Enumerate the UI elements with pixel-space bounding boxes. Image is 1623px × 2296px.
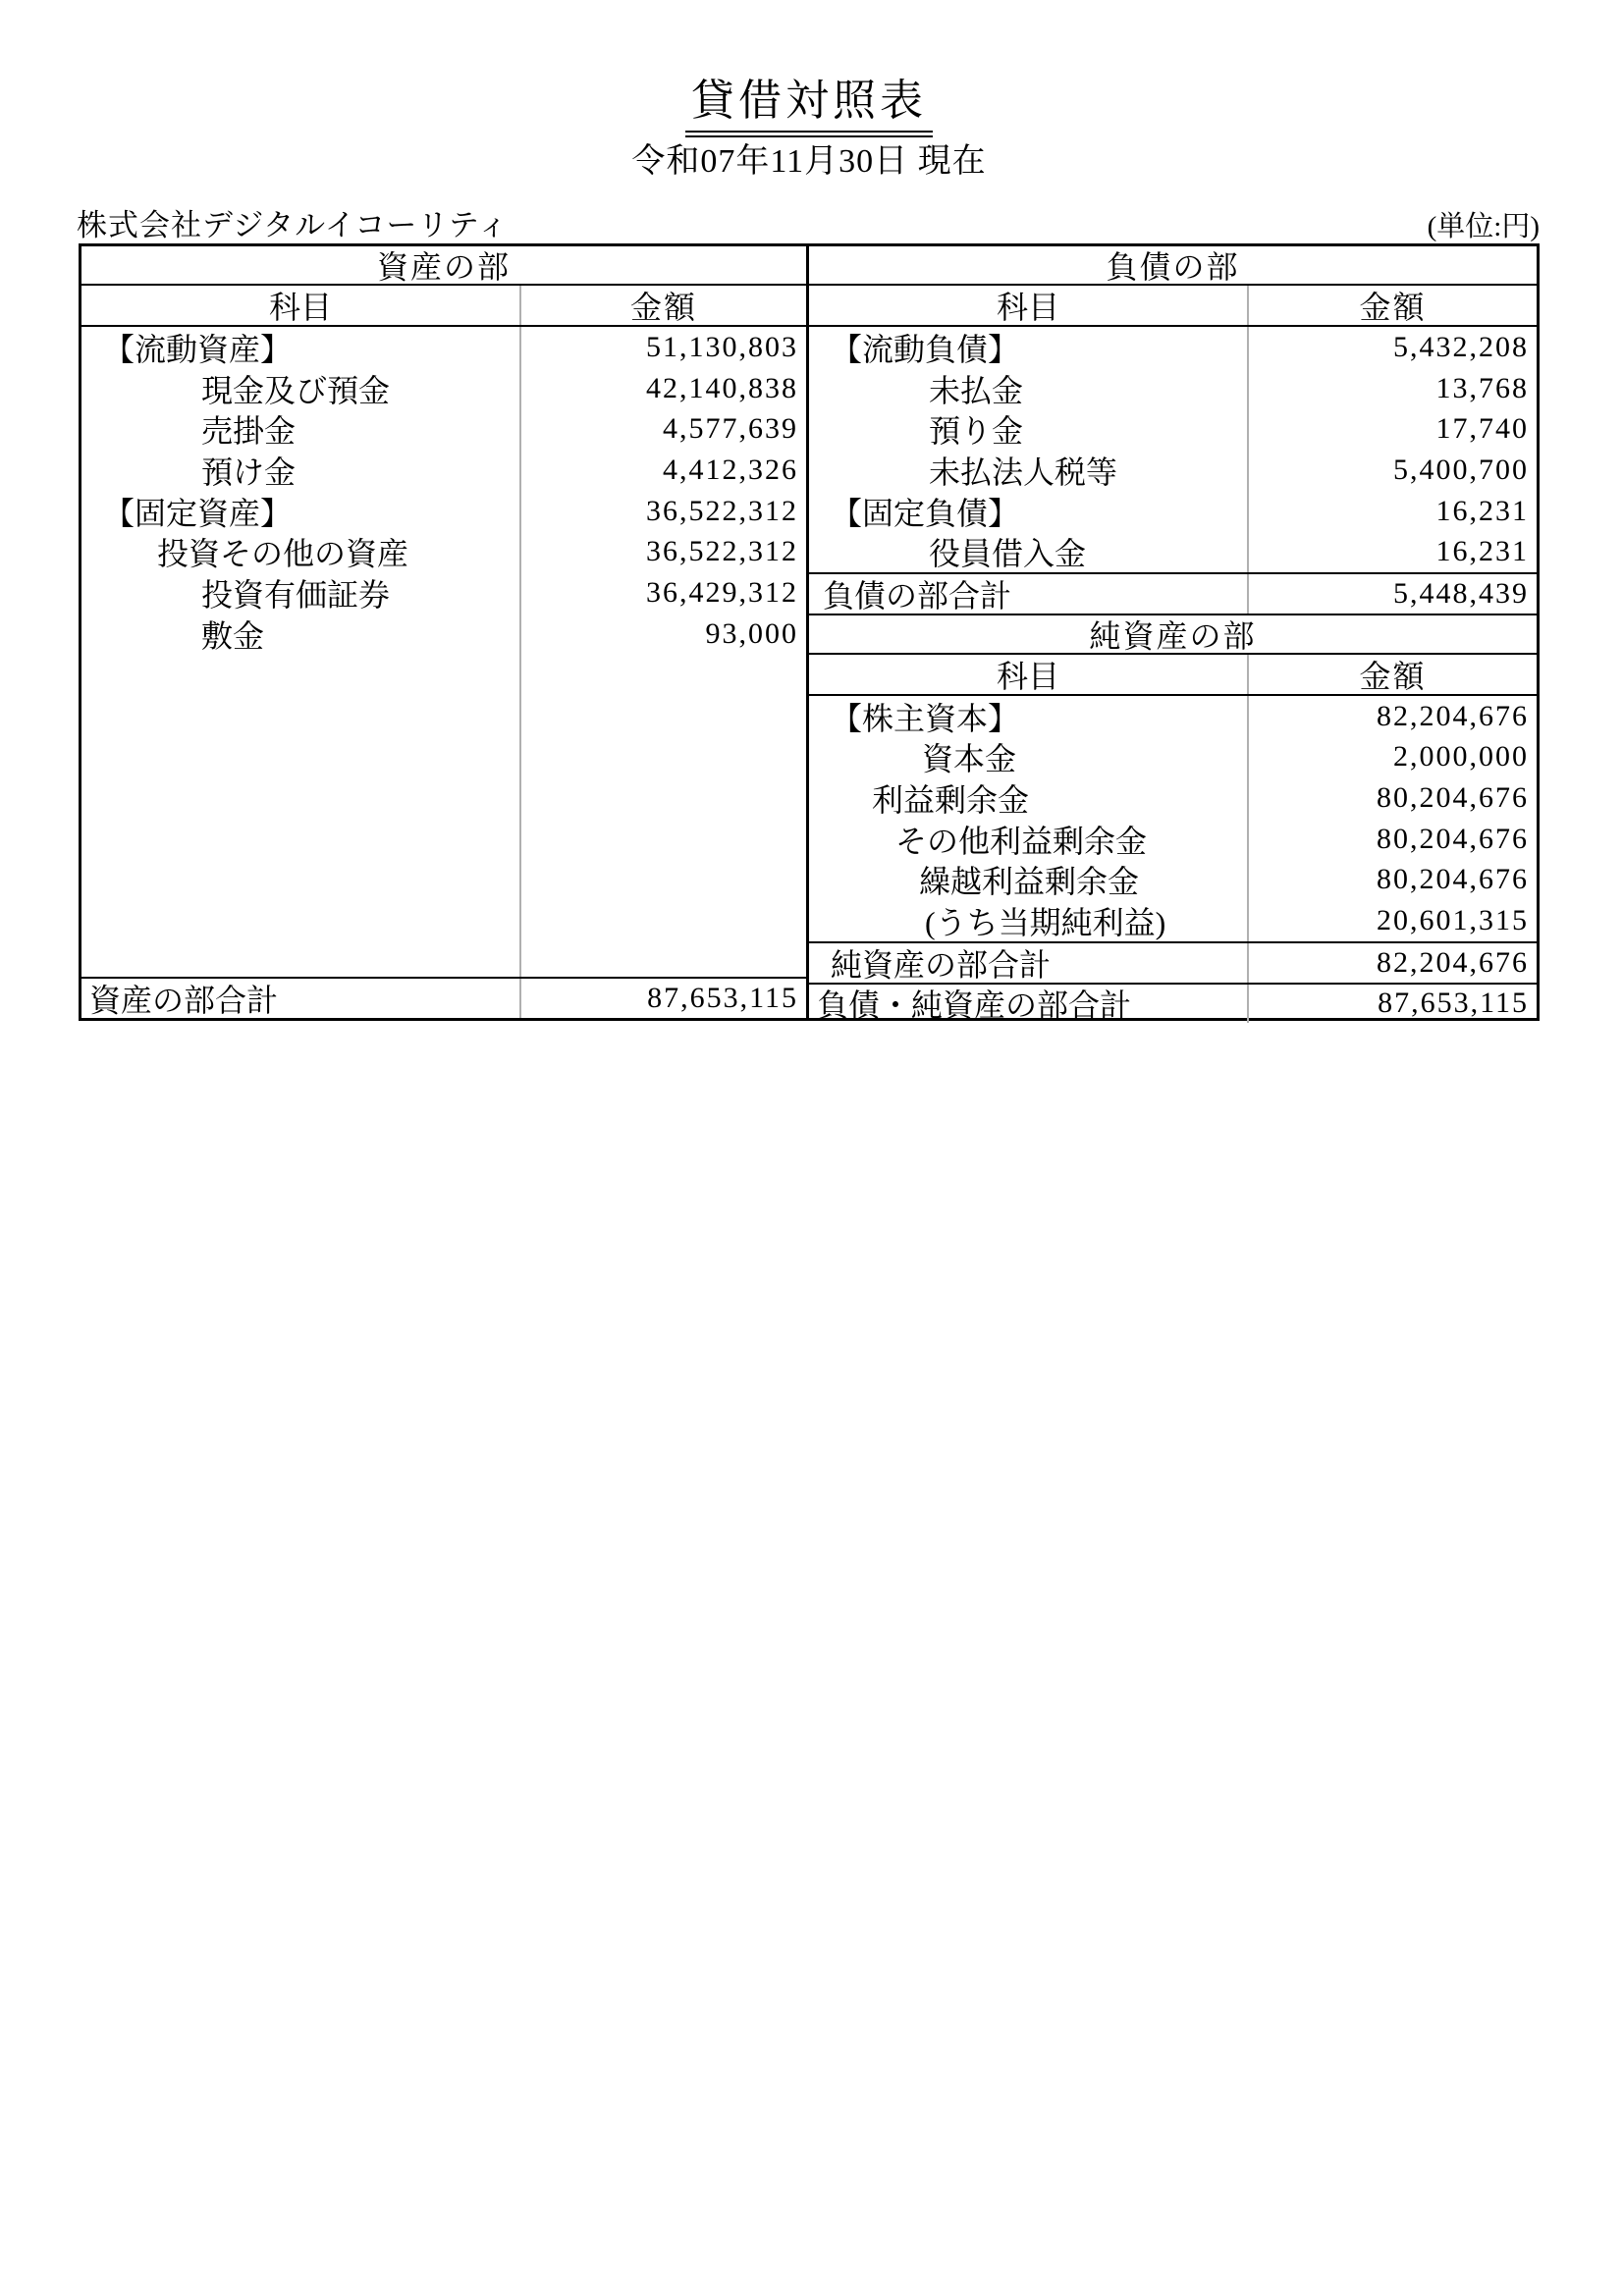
empty-filler-row bbox=[81, 655, 806, 978]
account-name: 投資その他の資産 bbox=[81, 531, 521, 572]
account-name: 【固定負債】 bbox=[809, 491, 1249, 532]
account-amount: 42,140,838 bbox=[646, 371, 798, 404]
net-assets-section-header: 純資産の部 bbox=[809, 614, 1537, 655]
account-name: 未払金 bbox=[809, 368, 1249, 409]
table-row bbox=[81, 572, 806, 614]
table-row bbox=[809, 737, 1537, 778]
empty-amount-cell bbox=[521, 655, 806, 978]
account-amount: 36,522,312 bbox=[646, 494, 798, 527]
table-row bbox=[81, 368, 806, 409]
liabilities-total-amount: 5,448,439 bbox=[1393, 576, 1529, 610]
account-amount: 80,204,676 bbox=[1377, 781, 1529, 815]
table-row bbox=[81, 450, 806, 491]
account-amount: 4,577,639 bbox=[663, 412, 798, 446]
account-amount: 13,768 bbox=[1435, 371, 1529, 404]
account-name: 【流動負債】 bbox=[809, 327, 1249, 368]
unit-label: (単位:円) bbox=[1427, 211, 1540, 242]
account-amount: 16,231 bbox=[1435, 494, 1529, 527]
table-row bbox=[809, 900, 1537, 941]
table-row bbox=[809, 450, 1537, 491]
account-amount: 36,522,312 bbox=[646, 535, 798, 568]
liabilities-section bbox=[809, 246, 1537, 1024]
account-name: 繰越利益剰余金 bbox=[809, 860, 1249, 901]
account-name: 預り金 bbox=[809, 408, 1249, 450]
net-assets-total-row bbox=[809, 941, 1537, 983]
table-row bbox=[81, 491, 806, 532]
grand-total-row bbox=[809, 983, 1537, 1024]
account-amount: 36,429,312 bbox=[646, 575, 798, 609]
account-amount: 80,204,676 bbox=[1377, 863, 1529, 896]
account-name: 利益剰余金 bbox=[809, 777, 1249, 819]
table-row bbox=[809, 777, 1537, 819]
account-amount: 17,740 bbox=[1435, 412, 1529, 446]
table-row bbox=[809, 531, 1537, 572]
account-name: 預け金 bbox=[81, 450, 521, 491]
assets-total-amount: 87,653,115 bbox=[647, 982, 798, 1015]
account-name: 【固定資産】 bbox=[81, 491, 521, 532]
net-assets-column-header-row bbox=[809, 655, 1537, 696]
table-row bbox=[809, 860, 1537, 901]
report-date: 令和07年11月30日 現在 bbox=[631, 143, 987, 180]
assets-total-label: 資産の部合計 bbox=[81, 979, 521, 1018]
account-name: (うち当期純利益) bbox=[809, 900, 1249, 941]
net-assets-total-amount: 82,204,676 bbox=[1377, 945, 1529, 979]
grand-total-amount: 87,653,115 bbox=[1378, 987, 1529, 1020]
amount-column-header: 金額 bbox=[1359, 658, 1427, 694]
account-amount: 82,204,676 bbox=[1377, 699, 1529, 732]
empty-account-cell bbox=[81, 655, 521, 978]
account-name: 投資有価証券 bbox=[81, 572, 521, 614]
account-name: 【株主資本】 bbox=[809, 696, 1249, 737]
account-name: 敷金 bbox=[81, 614, 521, 655]
table-row bbox=[81, 614, 806, 655]
account-name: 【流動資産】 bbox=[81, 327, 521, 368]
account-column-header: 科目 bbox=[809, 655, 1249, 694]
account-name: 資本金 bbox=[809, 737, 1249, 778]
account-amount: 2,000,000 bbox=[1393, 740, 1529, 774]
liabilities-total-row bbox=[809, 572, 1537, 614]
table-row bbox=[809, 368, 1537, 409]
table-row bbox=[809, 696, 1537, 737]
assets-section-header: 資産の部 bbox=[81, 246, 806, 286]
account-name: 現金及び預金 bbox=[81, 368, 521, 409]
assets-section bbox=[81, 246, 809, 1018]
table-row bbox=[809, 408, 1537, 450]
table-row bbox=[81, 531, 806, 572]
table-row bbox=[809, 491, 1537, 532]
liabilities-total-label: 負債の部合計 bbox=[809, 574, 1249, 614]
account-amount: 5,400,700 bbox=[1393, 453, 1529, 486]
account-amount: 5,432,208 bbox=[1393, 330, 1529, 363]
amount-column-header: 金額 bbox=[1359, 290, 1427, 325]
account-name: 未払法人税等 bbox=[809, 450, 1249, 491]
account-amount: 4,412,326 bbox=[663, 453, 798, 486]
assets-total-row bbox=[81, 977, 806, 1018]
account-amount: 16,231 bbox=[1435, 535, 1529, 568]
amount-column-header: 金額 bbox=[629, 290, 697, 325]
account-name: 役員借入金 bbox=[809, 531, 1249, 572]
account-name: 売掛金 bbox=[81, 408, 521, 450]
table-row bbox=[81, 408, 806, 450]
page-title: 貸借対照表 bbox=[685, 65, 933, 137]
table-row bbox=[81, 327, 806, 368]
account-name: その他利益剰余金 bbox=[809, 819, 1249, 860]
account-amount: 20,601,315 bbox=[1377, 904, 1529, 937]
balance-sheet-table bbox=[79, 243, 1540, 1024]
account-amount: 51,130,803 bbox=[646, 330, 798, 363]
table-row bbox=[809, 819, 1537, 860]
account-column-header: 科目 bbox=[809, 286, 1249, 325]
assets-column-header-row bbox=[81, 286, 806, 327]
company-name: 株式会社デジタルイコーリティ bbox=[77, 208, 510, 242]
liabilities-column-header-row bbox=[809, 286, 1537, 327]
account-amount: 93,000 bbox=[705, 616, 798, 650]
table-row bbox=[809, 327, 1537, 368]
account-amount: 80,204,676 bbox=[1377, 822, 1529, 855]
account-column-header: 科目 bbox=[81, 286, 521, 325]
grand-total-label: 負債・純資産の部合計 bbox=[809, 985, 1249, 1024]
net-assets-total-label: 純資産の部合計 bbox=[809, 943, 1249, 983]
liabilities-section-header: 負債の部 bbox=[809, 246, 1537, 286]
